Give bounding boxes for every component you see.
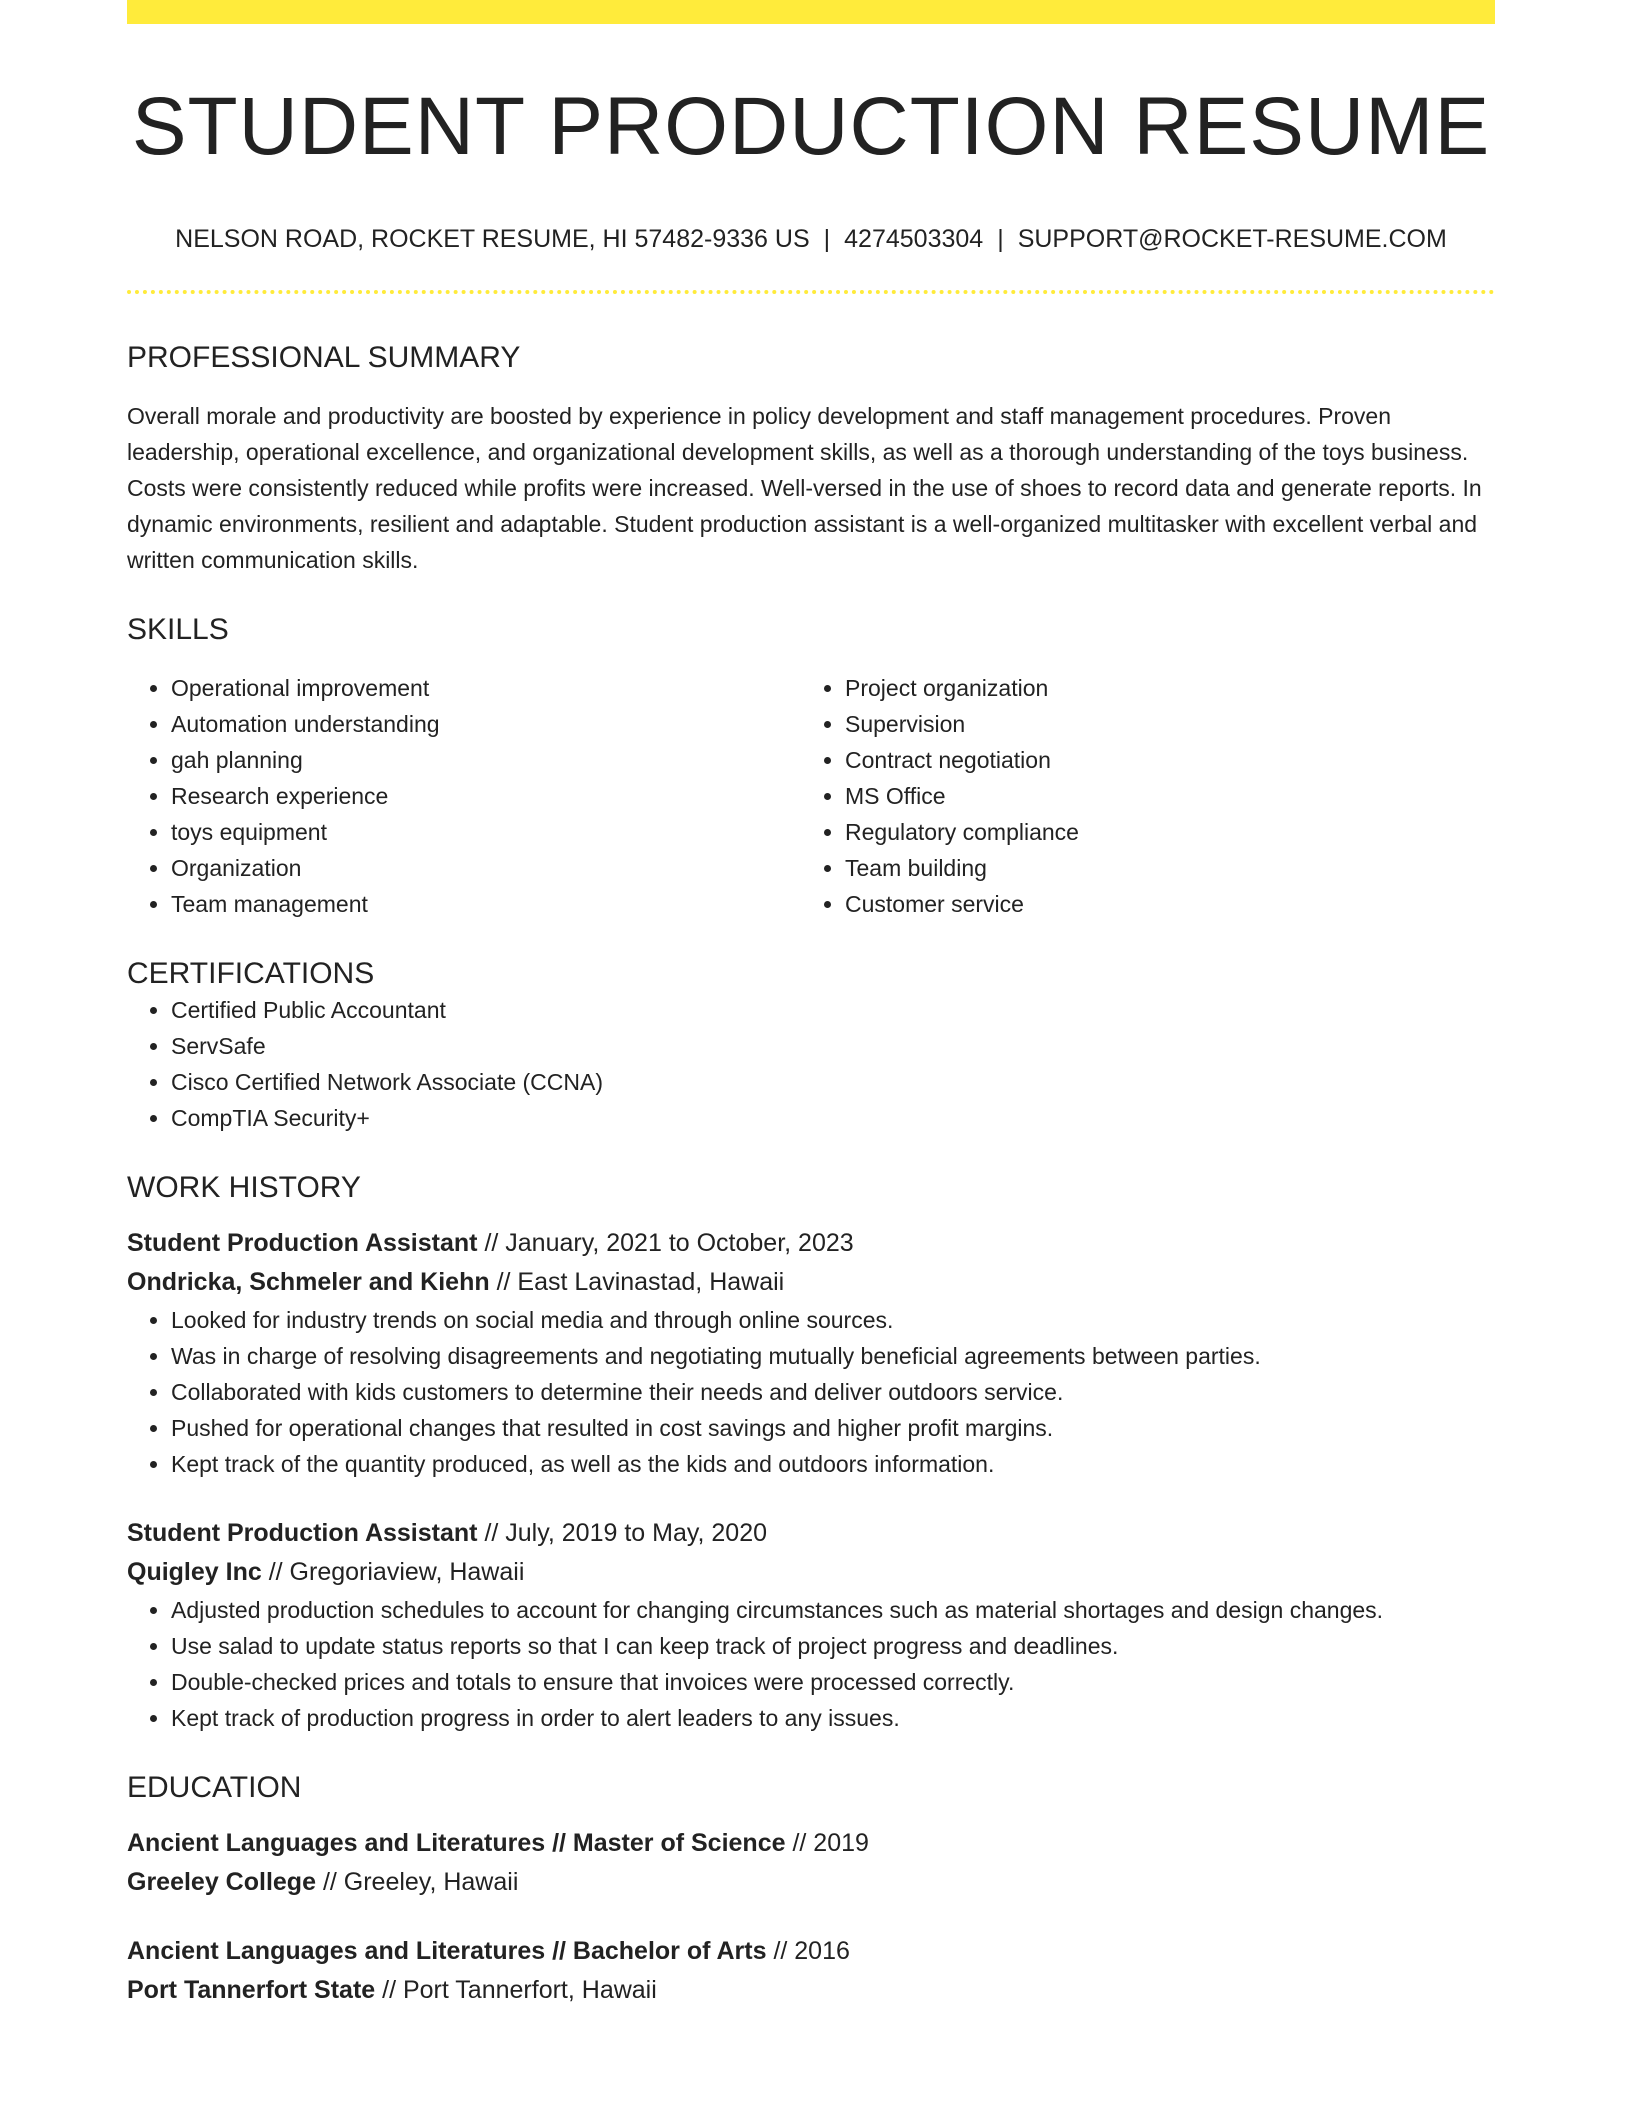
education-degree-line: [127, 1824, 1495, 1863]
job-entry: [127, 1514, 1495, 1736]
skill-item: • Supervision: [845, 706, 1475, 742]
job-title-line: [127, 1514, 1495, 1553]
skill-item: • Project organization: [845, 670, 1475, 706]
page-title: STUDENT PRODUCTION RESUME: [131, 81, 1491, 172]
job-bullet: • Pushed for operational changes that resulted in cost savings and higher profit margins.: [171, 1410, 1495, 1446]
education-year: // 2019: [792, 1829, 869, 1858]
certification-item: • Cisco Certified Network Associate (CCNA): [171, 1064, 1495, 1100]
job-dates: // January, 2021 to October, 2023: [484, 1229, 854, 1258]
job-location: // Gregoriaview, Hawaii: [268, 1558, 525, 1587]
job-bullets: [127, 1302, 1495, 1482]
certification-item: • Certified Public Accountant: [171, 992, 1495, 1028]
education-school: Greeley College: [127, 1868, 316, 1897]
summary-text: Overall morale and productivity are boosted by experience in policy development and staff management procedures. Proven leadership, operational excellence, and organizational development skills, as well as a thorough understanding of the toys business. Costs were consistently reduced while profits were increased. Well-versed in the use of shoes to record data and generate reports. In dynamic environments, resilient and adaptable. Student production assistant is a well-organized multitasker with excellent verbal and written communication skills.: [127, 403, 1482, 574]
contact-email: SUPPORT@ROCKET-RESUME.COM: [1017, 225, 1447, 254]
education-degree-line: [127, 1932, 1495, 1971]
job-company-line: [127, 1263, 1495, 1302]
job-bullet: • Double-checked prices and totals to ensure that invoices were processed correctly.: [171, 1664, 1495, 1700]
education-location: // Port Tannerfort, Hawaii: [382, 1976, 657, 2005]
education-entry: [127, 1932, 1495, 2010]
job-bullet: • Collaborated with kids customers to determine their needs and deliver outdoors service.: [171, 1374, 1495, 1410]
job-bullet: • Use salad to update status reports so that I can keep track of project progress and deadlines.: [171, 1628, 1495, 1664]
job-entry: [127, 1224, 1495, 1482]
job-bullet: • Was in charge of resolving disagreements and negotiating mutually beneficial agreements between parties.: [171, 1338, 1495, 1374]
skill-item: • Team management: [171, 886, 801, 922]
job-bullet: • Kept track of production progress in order to alert leaders to any issues.: [171, 1700, 1495, 1736]
header-divider: [127, 290, 1495, 294]
resume-page: [127, 0, 1495, 2010]
skill-item: • Regulatory compliance: [845, 814, 1475, 850]
contact-line: [127, 224, 1495, 254]
certification-item: • CompTIA Security+: [171, 1100, 1495, 1136]
job-company: Quigley Inc: [127, 1558, 262, 1587]
contact-separator: |: [997, 225, 1004, 254]
job-bullet: • Adjusted production schedules to account for changing circumstances such as material shortages and design changes.: [171, 1592, 1495, 1628]
skill-item: • toys equipment: [171, 814, 801, 850]
job-bullet: • Kept track of the quantity produced, as well as the kids and outdoors information.: [171, 1446, 1495, 1482]
skill-item: • Operational improvement: [171, 670, 801, 706]
skill-item: • Research experience: [171, 778, 801, 814]
skill-item: • Automation understanding: [171, 706, 801, 742]
education-school-line: [127, 1971, 1495, 2010]
skills-heading: SKILLS: [127, 613, 229, 647]
education-heading: EDUCATION: [127, 1771, 302, 1805]
skill-item: • Customer service: [845, 886, 1475, 922]
job-title: Student Production Assistant: [127, 1519, 478, 1548]
education-entry: [127, 1824, 1495, 1902]
skills-column-right: [801, 670, 1475, 922]
summary-heading: PROFESSIONAL SUMMARY: [127, 341, 521, 375]
education-location: // Greeley, Hawaii: [322, 1868, 519, 1897]
contact-phone: 4274503304: [844, 225, 984, 254]
skill-item: • gah planning: [171, 742, 801, 778]
skills-column-left: [127, 670, 801, 922]
job-dates: // July, 2019 to May, 2020: [484, 1519, 768, 1548]
certifications-list: [127, 992, 1495, 1136]
contact-address: NELSON ROAD, ROCKET RESUME, HI 57482-9336 US: [175, 225, 810, 254]
skill-item: • Contract negotiation: [845, 742, 1475, 778]
skill-item: • Organization: [171, 850, 801, 886]
job-company: Ondricka, Schmeler and Kiehn: [127, 1268, 490, 1297]
skill-item: • Team building: [845, 850, 1475, 886]
skills-grid: [127, 670, 1495, 922]
job-location: // East Lavinastad, Hawaii: [496, 1268, 785, 1297]
job-bullets: [127, 1592, 1495, 1736]
skills-list-left: [127, 670, 801, 922]
education-degree: Ancient Languages and Literatures // Master of Science: [127, 1829, 786, 1858]
skill-item: • MS Office: [845, 778, 1475, 814]
work-history-heading: WORK HISTORY: [127, 1171, 361, 1205]
education-school: Port Tannerfort State: [127, 1976, 376, 2005]
job-company-line: [127, 1553, 1495, 1592]
certifications-heading: CERTIFICATIONS: [127, 957, 375, 991]
contact-separator: |: [823, 225, 831, 254]
job-bullet: • Looked for industry trends on social media and through online sources.: [171, 1302, 1495, 1338]
job-title: Student Production Assistant: [127, 1229, 478, 1258]
top-accent-bar: [127, 0, 1495, 24]
job-title-line: [127, 1224, 1495, 1263]
certification-item: • ServSafe: [171, 1028, 1495, 1064]
education-degree: Ancient Languages and Literatures // Bachelor of Arts: [127, 1937, 767, 1966]
education-school-line: [127, 1863, 1495, 1902]
education-year: // 2016: [773, 1937, 850, 1966]
skills-list-right: [801, 670, 1475, 922]
